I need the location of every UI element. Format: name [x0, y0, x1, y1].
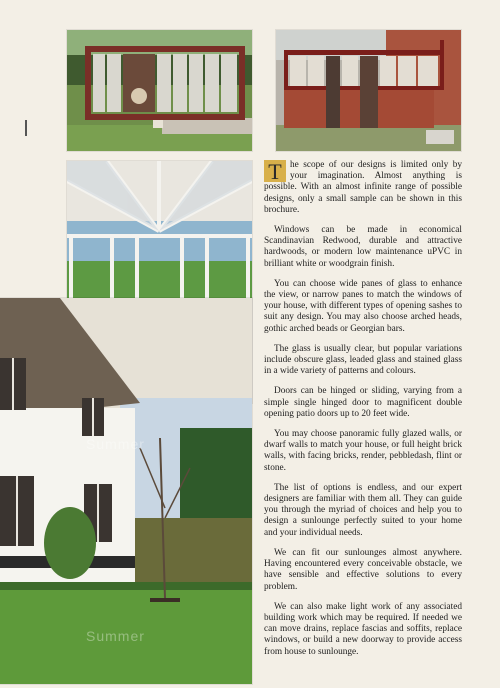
- paragraph-9: We can also make light work of any associated building work which may be required. If needed we can move drains, replace fascias and soffits, replace windows, or build a new doorway to provide access from house to sunlounge.: [264, 601, 462, 657]
- brick-conservatory-photo: [276, 30, 461, 151]
- drop-cap: T: [264, 160, 286, 182]
- watermark-lower: Summer: [86, 628, 145, 644]
- thatched-cottage-photo: [0, 298, 252, 684]
- paragraph-8: We can fit our sunlounges almost anywhere. Having encountered every conceivable obstacle, we have sensible and effective solutions to every problem.: [264, 547, 462, 592]
- paragraph-2: Windows can be made in economical Scandinavian Redwood, durable and attractive hardwoods, or modern low maintenance uPVC in brilliant white or woodgrain finish.: [264, 225, 462, 269]
- margin-mark: [25, 120, 27, 136]
- paragraph-4: The glass is usually clear, but popular variations include obscure glass, leaded glass and stained glass in a wide variety of patterns and colours.: [264, 343, 462, 377]
- paragraph-5: Doors can be hinged or sliding, varying from a simple single hinged door to magnificent double opening patio doors up to 20 feet wide.: [264, 386, 462, 419]
- paragraph-3: You can choose wide panes of glass to enhance the view, or narrow panes to match the windows of your house, with different types of opening sashes to suit any design. You may also choose arched heads, gothic arched beads or Georgian bars.: [264, 278, 462, 334]
- watermark-upper: Summer: [86, 436, 145, 452]
- paragraph-1-text: he scope of our designs is limited only by your imagination. Almost anything is possible. With an almost infinite range of possible designs, only a small sample can be shown in this brochure.: [264, 160, 462, 215]
- conservatory-photo: [67, 30, 252, 151]
- paragraph-7: The list of options is endless, and our expert designers are familiar with them all. They can guide you through the myriad of choices and help you to design a sunlounge perfectly suited to your home and your individual needs.: [264, 482, 462, 538]
- paragraph-6: You may choose panoramic fully glazed walls, or dwarf walls to match your house, or full height brick walls, with facing bricks, render, pebbledash, flint or stone.: [264, 429, 462, 473]
- paragraph-1: [264, 160, 462, 216]
- body-text-column: [264, 160, 462, 667]
